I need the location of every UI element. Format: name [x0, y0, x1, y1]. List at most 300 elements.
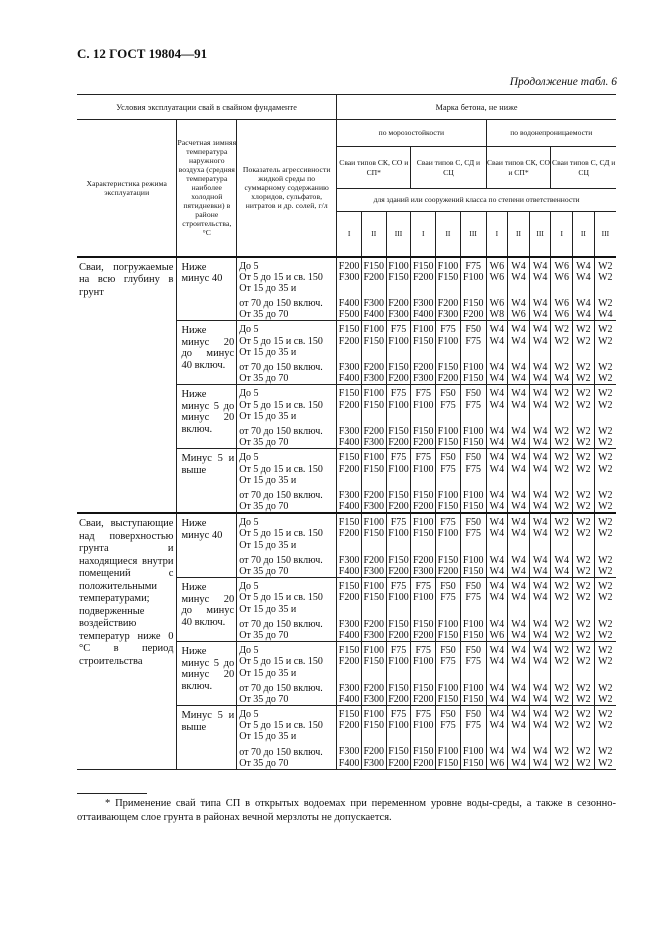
grade-value: W4 — [532, 452, 548, 464]
grade-value: F150 — [462, 757, 484, 769]
aggressiveness-line: До 5 — [239, 260, 259, 272]
grade-value: F150 — [338, 388, 360, 400]
grade-cell — [594, 257, 616, 321]
roman-numeral: I — [486, 212, 508, 257]
aggressiveness-line: от 70 до 150 включ. — [239, 489, 323, 501]
grade-cell — [486, 578, 508, 642]
grade-value: W2 — [554, 399, 569, 411]
temperature-cell: Минус 5 и выше — [177, 706, 237, 770]
grade-value: W2 — [554, 425, 569, 437]
grade-value: F400 — [338, 693, 360, 705]
conditions-header: Условия эксплуатации свай в свайном фундаменте — [77, 95, 337, 120]
grade-value: F200 — [363, 489, 385, 501]
grade-value: F75 — [465, 528, 481, 540]
grade-value: W2 — [554, 436, 569, 448]
grade-value: W4 — [532, 335, 548, 347]
grade-value: F150 — [437, 436, 459, 448]
grade-value: W2 — [576, 436, 591, 448]
grade-value: W2 — [554, 757, 569, 769]
grade-value: F200 — [338, 399, 360, 411]
grade-value: W4 — [576, 297, 591, 309]
grade-value: W4 — [511, 335, 526, 347]
grade-value: F150 — [338, 324, 360, 336]
grade-value: F150 — [388, 682, 409, 694]
grade-cell — [551, 385, 573, 449]
grade-value: F150 — [412, 489, 434, 501]
grade-value: F400 — [338, 500, 360, 512]
grade-cell — [508, 449, 530, 513]
grade-value: F100 — [437, 335, 459, 347]
grade-cell — [486, 321, 508, 385]
grade-value: W2 — [598, 757, 613, 769]
grade-cell — [436, 642, 461, 706]
grade-value: F200 — [412, 554, 434, 566]
grade-value: F200 — [412, 757, 434, 769]
grade-cell — [436, 513, 461, 577]
grade-cell — [460, 385, 486, 449]
grade-cell — [460, 578, 486, 642]
grade-value: W4 — [532, 565, 548, 577]
aggressiveness-line: От 5 до 15 и св. 150 — [239, 399, 323, 411]
grade-cell — [361, 449, 386, 513]
grade-value: F150 — [437, 271, 459, 283]
grade-value: F50 — [440, 645, 456, 657]
grade-value: F300 — [363, 373, 385, 384]
grade-value: W4 — [511, 645, 526, 657]
grade-cell — [551, 706, 573, 770]
grade-value: F400 — [338, 629, 360, 641]
grade-value: F75 — [390, 645, 407, 657]
grade-value: F100 — [363, 517, 385, 529]
aggressiveness-line: От 35 до 70 — [239, 437, 289, 449]
grade-value: W4 — [489, 581, 505, 593]
grade-cell — [386, 513, 411, 577]
aggressiveness-line: От 5 до 15 и св. 150 — [239, 271, 323, 283]
grade-value: F100 — [462, 361, 484, 373]
grade-value: F50 — [440, 388, 456, 400]
grade-value: W2 — [598, 388, 613, 400]
grade-value: F100 — [388, 260, 409, 272]
grade-value: F50 — [465, 388, 481, 400]
grade-value: F500 — [338, 309, 360, 321]
grade-value: W6 — [489, 629, 505, 641]
aggressiveness-line: От 35 до 70 — [239, 309, 289, 321]
grade-value: F75 — [465, 399, 481, 411]
water-resistance-header: по водонепроницаемости — [486, 120, 616, 147]
grade-value: W2 — [598, 335, 613, 347]
grade-value: W2 — [554, 388, 569, 400]
grade-value: F150 — [412, 618, 434, 630]
aggressiveness-line: От 5 до 15 и св. 150 — [239, 463, 323, 475]
grade-value: W2 — [554, 452, 569, 464]
grade-value: F100 — [388, 720, 409, 732]
grade-value: W4 — [489, 335, 505, 347]
grade-cell — [594, 321, 616, 385]
grade-value: W4 — [532, 746, 548, 758]
grade-cell — [573, 706, 595, 770]
grade-value: F75 — [465, 463, 481, 475]
grade-value: W2 — [554, 361, 569, 373]
grade-cell — [337, 321, 362, 385]
grade-value: W4 — [489, 645, 505, 657]
grade-value: F150 — [412, 746, 434, 758]
grade-cell — [551, 578, 573, 642]
grade-value: F150 — [388, 554, 409, 566]
grade-value: F100 — [462, 489, 484, 501]
grade-value: F150 — [363, 463, 385, 475]
grade-value: W4 — [532, 757, 548, 769]
grade-cell — [460, 257, 486, 321]
grade-value: W2 — [554, 618, 569, 630]
grade-value: F75 — [465, 335, 481, 347]
grade-value: W2 — [576, 645, 591, 657]
aggressiveness-line: От 15 до 35 и — [239, 603, 297, 615]
grade-value: F75 — [415, 388, 431, 400]
water-s-header: Сваи типов С, СД и СЦ — [551, 147, 616, 189]
roman-numeral: I — [411, 212, 436, 257]
grade-cell — [361, 257, 386, 321]
grade-value: F100 — [388, 656, 409, 668]
grade-value: W2 — [576, 709, 591, 721]
aggressiveness-line: От 35 до 70 — [239, 566, 289, 577]
aggressiveness-line: От 35 до 70 — [239, 373, 289, 385]
aggressiveness-line: До 5 — [239, 452, 259, 464]
grade-value: W4 — [489, 693, 505, 705]
grade-value: W2 — [598, 592, 613, 604]
grade-value: F200 — [338, 656, 360, 668]
grade-cell — [386, 706, 411, 770]
grade-cell — [529, 642, 551, 706]
grade-value: F200 — [412, 693, 434, 705]
grade-value: W2 — [576, 388, 591, 400]
grade-cell — [386, 578, 411, 642]
grade-value: F50 — [465, 581, 481, 593]
grade-cell — [361, 513, 386, 577]
grade-value: F300 — [338, 746, 360, 758]
grade-value: F75 — [415, 581, 431, 593]
grade-value: F150 — [338, 581, 360, 593]
roman-numeral: II — [436, 212, 461, 257]
grade-cell — [411, 257, 436, 321]
grade-value: W4 — [511, 528, 526, 540]
grade-value: F400 — [338, 565, 360, 577]
grade-value: W4 — [489, 517, 505, 529]
grade-value: F75 — [440, 592, 456, 604]
grade-value: W4 — [489, 399, 505, 411]
grade-value: F75 — [440, 517, 456, 529]
grade-value: W4 — [554, 554, 569, 566]
aggressiveness-cell — [237, 449, 337, 513]
grade-value: F150 — [388, 618, 409, 630]
table-head — [77, 95, 616, 257]
grade-value: W2 — [576, 361, 591, 373]
grade-value: F150 — [462, 500, 484, 512]
grade-value: F100 — [388, 335, 409, 347]
grade-value: F75 — [390, 709, 407, 721]
aggressiveness-line: От 5 до 15 и св. 150 — [239, 656, 323, 668]
grade-value: W4 — [489, 709, 505, 721]
grade-value: W2 — [576, 746, 591, 758]
roman-numeral: II — [573, 212, 595, 257]
grade-value: W2 — [554, 324, 569, 336]
grade-value: W2 — [598, 709, 613, 721]
grade-value: F100 — [462, 618, 484, 630]
grade-value: F200 — [437, 373, 459, 384]
grade-cell — [551, 513, 573, 577]
grade-cell — [460, 706, 486, 770]
grade-value: W2 — [576, 554, 591, 566]
aggressiveness-line: От 35 до 70 — [239, 693, 289, 705]
grade-value: W8 — [489, 309, 505, 321]
grade-value: W2 — [554, 463, 569, 475]
grade-value: F100 — [437, 618, 459, 630]
grade-value: W2 — [576, 517, 591, 529]
grade-value: W2 — [576, 500, 591, 512]
grade-value: F50 — [465, 324, 481, 336]
grade-cell — [529, 706, 551, 770]
grade-cell — [460, 642, 486, 706]
frost-s-header: Сваи типов С, СД и СЦ — [411, 147, 486, 189]
grade-value: W4 — [532, 645, 548, 657]
grade-value: F75 — [440, 399, 456, 411]
aggressiveness-line: От 15 до 35 и — [239, 346, 297, 358]
grade-value: F200 — [412, 361, 434, 373]
grade-value: F150 — [338, 709, 360, 721]
grade-cell — [386, 449, 411, 513]
grade-cell — [436, 578, 461, 642]
grade-cell — [573, 578, 595, 642]
grade-value: F150 — [338, 517, 360, 529]
grade-value: W4 — [511, 489, 526, 501]
grade-value: W4 — [489, 656, 505, 668]
grade-value: F50 — [440, 709, 456, 721]
grade-value: F150 — [412, 682, 434, 694]
grade-value: F75 — [415, 709, 431, 721]
grade-cell — [411, 385, 436, 449]
grade-cell — [551, 257, 573, 321]
grade-value: W4 — [576, 260, 591, 272]
grade-value: W4 — [511, 452, 526, 464]
grade-value: W2 — [576, 565, 591, 577]
grade-value: F150 — [363, 656, 385, 668]
grade-value: F200 — [338, 720, 360, 732]
grade-cell — [411, 321, 436, 385]
grade-value: F200 — [363, 618, 385, 630]
aggressiveness-cell — [237, 257, 337, 321]
grade-value: F300 — [338, 554, 360, 566]
grade-cell — [529, 578, 551, 642]
grade-value: F200 — [363, 271, 385, 283]
grade-value: F75 — [465, 656, 481, 668]
grade-value: W4 — [489, 500, 505, 512]
grade-value: W2 — [576, 425, 591, 437]
grade-value: F300 — [363, 500, 385, 512]
grade-value: F75 — [465, 260, 481, 272]
grade-value: W4 — [489, 324, 505, 336]
grade-value: F75 — [440, 324, 456, 336]
grade-cell — [508, 385, 530, 449]
aggressiveness-line: от 70 до 150 включ. — [239, 425, 323, 437]
grade-value: W4 — [489, 373, 505, 384]
table-continuation-label: Продолжение табл. 6 — [509, 76, 617, 88]
grade-value: W4 — [511, 656, 526, 668]
aggressiveness-line: От 15 до 35 и — [239, 410, 297, 422]
grade-value: W2 — [576, 592, 591, 604]
grade-value: F150 — [363, 260, 385, 272]
grade-value: F75 — [390, 517, 407, 529]
grade-value: F75 — [415, 645, 431, 657]
grade-cell — [529, 449, 551, 513]
grade-value: W2 — [576, 324, 591, 336]
grade-value: F200 — [388, 436, 409, 448]
grade-value: F100 — [388, 528, 409, 540]
aggressiveness-line: От 15 до 35 и — [239, 731, 297, 743]
aggressiveness-line: От 15 до 35 и — [239, 474, 297, 486]
grade-value: F100 — [388, 592, 409, 604]
aggressiveness-cell — [237, 321, 337, 385]
grade-value: F100 — [412, 592, 434, 604]
roman-numeral: II — [361, 212, 386, 257]
footnote-rule — [77, 793, 147, 794]
grade-value: F100 — [388, 463, 409, 475]
grade-value: F100 — [462, 746, 484, 758]
grade-value: F150 — [388, 746, 409, 758]
aggressiveness-header: Показатель агрессивности жидкой среды по суммарному содержанию хлоридов, сульфатов, нитратов и др. солей, г/л — [237, 120, 337, 257]
grade-value: W2 — [576, 463, 591, 475]
aggressiveness-line: До 5 — [239, 581, 259, 593]
grade-value: F300 — [338, 682, 360, 694]
water-sk-header: Сваи типов СК, СО и СП* — [486, 147, 551, 189]
grade-value: W2 — [598, 746, 613, 758]
grade-cell — [337, 513, 362, 577]
grade-value: W4 — [511, 388, 526, 400]
temperature-cell: Ниже минус 40 — [177, 513, 237, 577]
grade-value: F50 — [465, 645, 481, 657]
grade-value: F200 — [363, 554, 385, 566]
grade-value: W2 — [554, 693, 569, 705]
grade-value: W4 — [532, 720, 548, 732]
grade-value: W4 — [489, 618, 505, 630]
grade-value: W4 — [532, 361, 548, 373]
grade-value: W4 — [511, 720, 526, 732]
grade-value: F200 — [338, 528, 360, 540]
grade-value: W4 — [511, 463, 526, 475]
grade-value: F200 — [412, 436, 434, 448]
grade-value: W4 — [511, 260, 526, 272]
grade-value: W2 — [598, 565, 613, 577]
grade-value: F150 — [363, 592, 385, 604]
grade-value: F300 — [363, 629, 385, 641]
grade-value: W2 — [576, 693, 591, 705]
grade-value: W4 — [532, 463, 548, 475]
grade-cell — [508, 706, 530, 770]
grade-value: F150 — [462, 297, 484, 309]
temperature-header: Расчетная зимняя температура наружного воздуха (средняя температура наиболее холодной пятидневки) в районе строительства, °С — [177, 120, 237, 257]
grade-value: F150 — [462, 436, 484, 448]
roman-numeral: III — [386, 212, 411, 257]
grade-value: W4 — [511, 693, 526, 705]
grade-cell — [594, 449, 616, 513]
grade-cell — [386, 385, 411, 449]
grade-value: F150 — [363, 720, 385, 732]
grade-value: F150 — [388, 489, 409, 501]
aggressiveness-line: От 15 до 35 и — [239, 539, 297, 551]
grade-value: F75 — [440, 656, 456, 668]
grade-value: W2 — [598, 720, 613, 732]
aggressiveness-line: До 5 — [239, 517, 259, 529]
grade-cell — [551, 642, 573, 706]
grade-value: F100 — [363, 581, 385, 593]
grade-cell — [411, 578, 436, 642]
grade-value: F100 — [437, 746, 459, 758]
grade-value: F75 — [415, 452, 431, 464]
grade-value: W4 — [532, 592, 548, 604]
grade-value: W4 — [532, 297, 548, 309]
grade-value: F300 — [363, 693, 385, 705]
grade-value: F100 — [363, 324, 385, 336]
grade-cell — [594, 578, 616, 642]
aggressiveness-cell — [237, 706, 337, 770]
grade-value: F200 — [388, 373, 409, 384]
grade-value: W4 — [511, 517, 526, 529]
table-row — [77, 513, 616, 577]
grade-value: W2 — [576, 618, 591, 630]
roman-numeral: III — [594, 212, 616, 257]
grade-cell — [361, 385, 386, 449]
grade-value: F100 — [363, 709, 385, 721]
grade-cell — [337, 642, 362, 706]
frost-sk-header: Сваи типов СК, СО и СП* — [337, 147, 411, 189]
grade-value: W4 — [489, 682, 505, 694]
grade-value: W2 — [598, 528, 613, 540]
grade-value: F400 — [338, 373, 360, 384]
aggressiveness-cell — [237, 642, 337, 706]
temperature-cell: Ниже минус 40 — [177, 257, 237, 321]
aggressiveness-line: До 5 — [239, 388, 259, 400]
grade-cell — [436, 321, 461, 385]
grade-value: W4 — [511, 682, 526, 694]
grade-value: W2 — [554, 500, 569, 512]
grade-value: F100 — [437, 682, 459, 694]
grade-value: W2 — [554, 682, 569, 694]
aggressiveness-line: от 70 до 150 включ. — [239, 618, 323, 630]
grade-cell — [508, 321, 530, 385]
grade-value: W2 — [576, 581, 591, 593]
grade-value: F300 — [363, 436, 385, 448]
grade-value: F100 — [412, 463, 434, 475]
grade-value: F200 — [363, 425, 385, 437]
grade-value: F50 — [465, 517, 481, 529]
grade-value: W2 — [554, 629, 569, 641]
grade-value: F200 — [338, 463, 360, 475]
grade-value: F200 — [388, 693, 409, 705]
grade-cell — [337, 706, 362, 770]
grade-value: F300 — [338, 425, 360, 437]
grade-header: Марка бетона, не ниже — [337, 95, 616, 120]
grade-value: W4 — [532, 554, 548, 566]
grade-cell — [460, 449, 486, 513]
grade-value: F100 — [363, 645, 385, 657]
grade-value: F75 — [440, 463, 456, 475]
grade-value: W6 — [554, 271, 569, 283]
temperature-cell: Ниже минус 5 до минус 20 включ. — [177, 385, 237, 449]
grade-value: W2 — [598, 581, 613, 593]
grade-cell — [337, 449, 362, 513]
grade-value: W4 — [511, 324, 526, 336]
grade-value: W4 — [511, 592, 526, 604]
grade-value: W2 — [598, 645, 613, 657]
grade-value: W4 — [532, 682, 548, 694]
